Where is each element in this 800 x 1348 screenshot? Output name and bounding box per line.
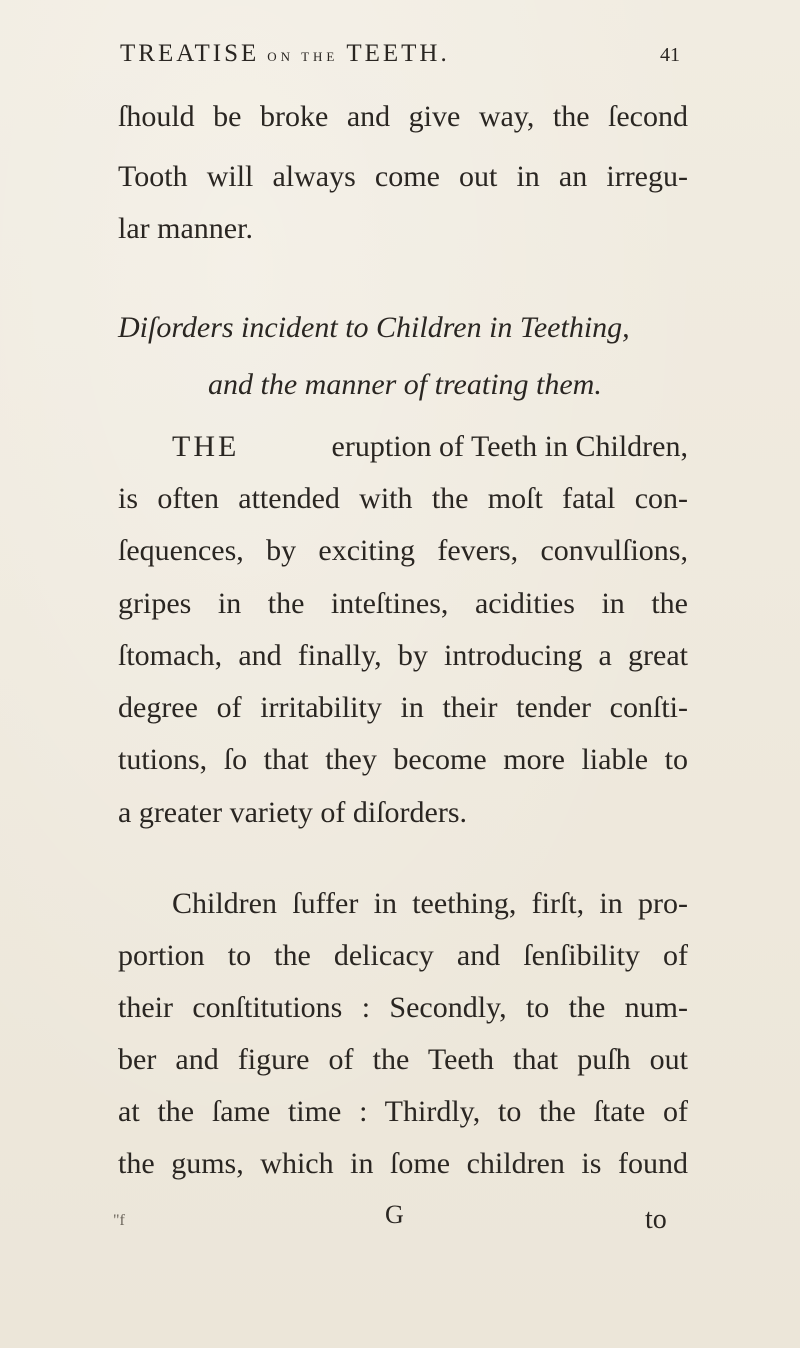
- text-line: degree of irritability in their tender conſti-: [118, 691, 688, 724]
- text-line: is often attended with the moſt fatal con-: [118, 482, 688, 515]
- margin-mark: "f: [113, 1212, 125, 1229]
- section-heading-line-1: Diſorders incident to Children in Teething,: [118, 311, 630, 344]
- text-line: the gums, which in ſome children is found: [118, 1147, 688, 1180]
- signature-mark: G: [385, 1200, 404, 1229]
- text-line-rest: eruption of Teeth in Children,: [331, 430, 688, 463]
- text-line: gripes in the inteſtines, acidities in the: [118, 587, 688, 620]
- text-line: ſequences, by exciting fevers, convulſions,: [118, 534, 688, 567]
- running-head-treatise: TREATISE: [120, 40, 260, 67]
- text-line: portion to the delicacy and ſenſibility of: [118, 939, 688, 972]
- catchword: to: [645, 1204, 667, 1235]
- text-line: at the ſame time : Thirdly, to the ſtate of: [118, 1095, 688, 1128]
- running-head-on-the: ON THE: [267, 49, 339, 64]
- text-line: a greater variety of diſorders.: [118, 796, 467, 829]
- text-line: tutions, ſo that they become more liable to: [118, 743, 688, 776]
- text-line: [172, 432, 688, 462]
- text-line: their conſtitutions : Secondly, to the num-: [118, 991, 688, 1024]
- running-head-teeth: TEETH.: [346, 40, 450, 67]
- text-line: Tooth will always come out in an irregu-: [118, 160, 688, 193]
- text-line: Children ſuffer in teething, firſt, in pro-: [172, 887, 688, 920]
- drop-word: THE: [172, 430, 240, 463]
- text-line: ſtomach, and finally, by introducing a great: [118, 639, 688, 672]
- running-head: [120, 40, 680, 68]
- text-line: ſhould be broke and give way, the ſecond: [118, 100, 688, 133]
- section-heading-line-2: and the manner of treating them.: [208, 368, 602, 401]
- text-line: lar manner.: [118, 212, 253, 245]
- page-number: 41: [660, 44, 680, 66]
- text-line: ber and figure of the Teeth that puſh out: [118, 1043, 688, 1076]
